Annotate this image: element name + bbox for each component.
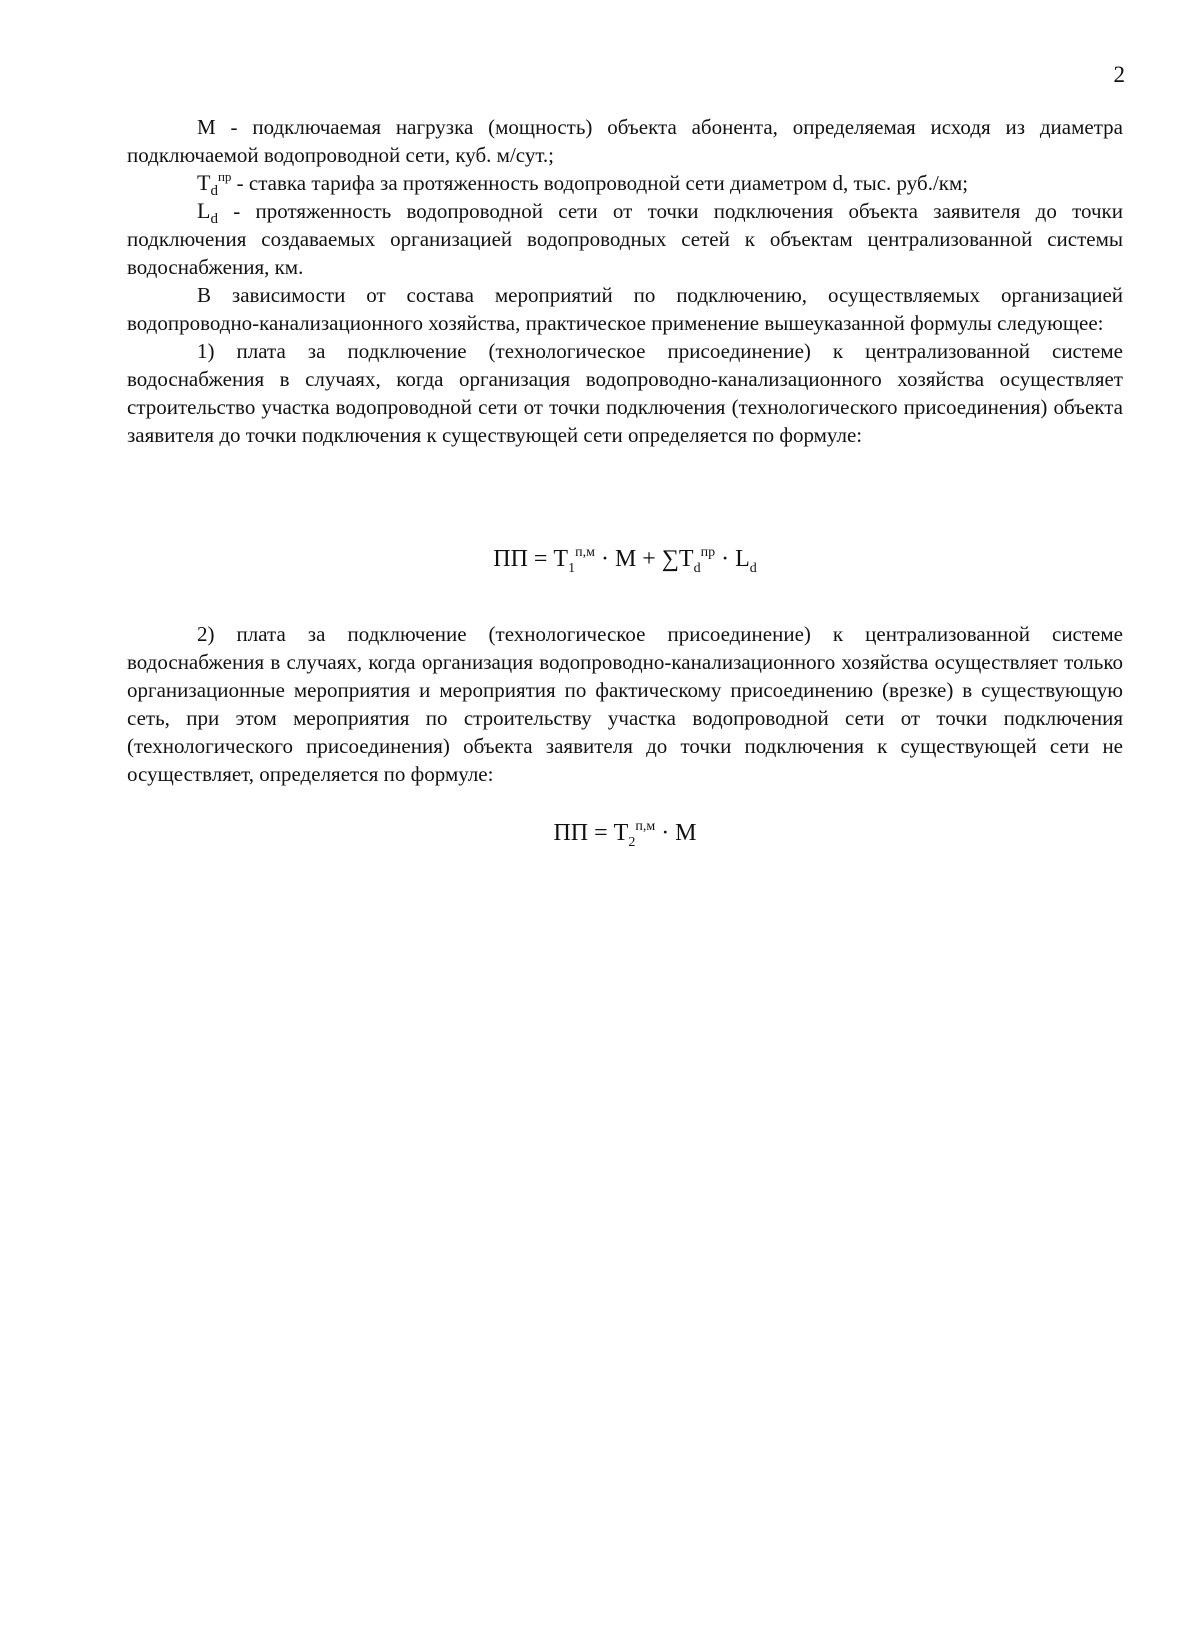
paragraph-case-2: 2) плата за подключение (технологическое присоединение) к централизованной системе водоснабжения в случаях, когда организация водопроводно-канализационного хозяйства осуществляет только организационные мероприятия и мероприятия по фактическому присоединению (врезке) в существующую сеть, при этом мероприятия по строительству участка водопроводной сети от точки подключения (технологического присоединения) объекта заявителя до точки подключения к существующей сети не осуществляет, определяется по формуле:	[127, 622, 1123, 786]
paragraph-intro-formulas: В зависимости от состава мероприятий по подключению, осуществляемых организацией водопроводно-канализационного хозяйства, практическое применение вышеуказанной формулы следующее:	[127, 283, 1123, 335]
paragraph-ld-definition	[127, 197, 1123, 281]
formula-2-t2-sup: п,м	[635, 819, 656, 834]
symbol-td	[197, 169, 232, 199]
formula-1-t1-sup: п,м	[575, 545, 595, 560]
paragraph-td-definition	[127, 169, 1123, 197]
definitions-block	[127, 113, 1123, 449]
formula-2-lhs: ПП = T	[553, 820, 629, 846]
symbol-ld-sub: d	[210, 211, 218, 227]
formula-2-t2-sub: 2	[628, 835, 636, 850]
case-2-block	[127, 620, 1123, 788]
formula-1-lhs: ПП = T	[493, 546, 569, 572]
paragraph-td-text: - ставка тарифа за протяженность водопроводной сети диаметром d, тыс. руб./км;	[231, 171, 969, 195]
formula-1-tail: · L	[715, 546, 750, 572]
formula-2-tail: · M	[655, 820, 697, 846]
formula-1-l-sub: d	[749, 561, 757, 576]
paragraph-case-1: 1) плата за подключение (технологическое присоединение) к централизованной системе водоснабжения в случаях, когда организация водопроводно-канализационного хозяйства осуществляет строительство участка водопроводной сети от точки подключения (технологического присоединения) объекта заявителя до точки подключения к существующей сети определяется по формуле:	[127, 339, 1123, 447]
paragraph-ld-text: - протяженность водопроводной сети от точки подключения объекта заявителя до точки подключения создаваемых организацией водопроводных сетей к объектам централизованной системы водоснабжения, км.	[127, 199, 1123, 279]
symbol-td-base: T	[197, 170, 211, 195]
symbol-ld	[197, 198, 218, 227]
symbol-ld-base: L	[197, 198, 211, 223]
symbol-td-sup: пр	[217, 169, 232, 184]
formula-1-t1-sub: 1	[568, 561, 576, 576]
paragraph-m-definition: М - подключаемая нагрузка (мощность) объекта абонента, определяемая исходя из диаметра подключаемой водопроводной сети, куб. м/сут.;	[127, 115, 1123, 167]
formula-1-mid: · M + ∑T	[594, 546, 694, 572]
symbol-td-sub: d	[210, 183, 218, 199]
formula-1-td-sub: d	[693, 561, 701, 576]
formula-1-td-sup: пр	[700, 545, 716, 560]
formula-2	[127, 819, 1123, 850]
page-number: 2	[1113, 62, 1125, 87]
formula-1	[127, 545, 1123, 576]
